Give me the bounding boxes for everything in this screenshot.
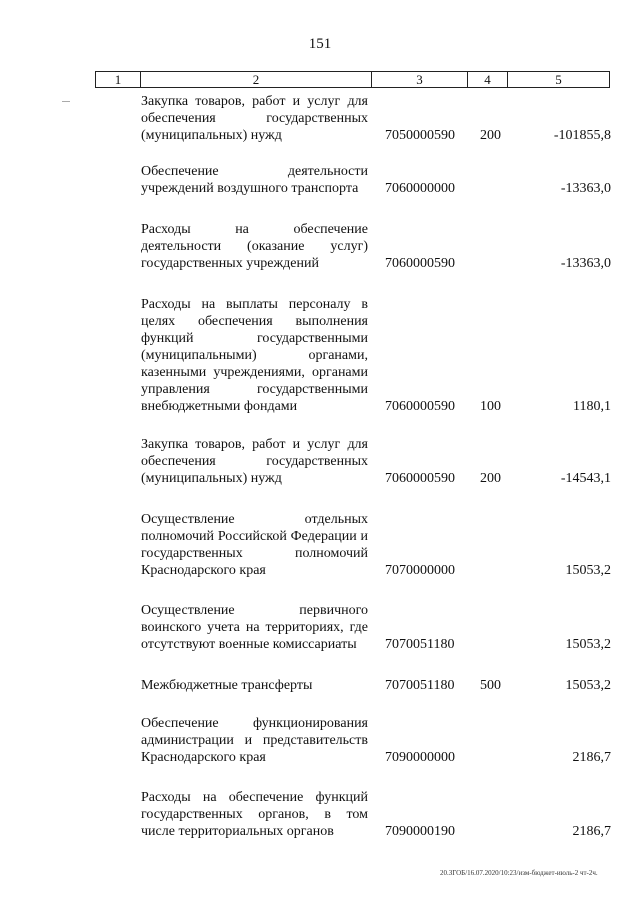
table-row [141, 296, 611, 415]
row-name: Закупка товаров, работ и услуг для обеспечения государственных (муниципальных) нужд [141, 437, 368, 486]
table-row [141, 511, 611, 579]
table-row [141, 677, 611, 694]
column-header-3: 3 [372, 72, 468, 87]
scan-mark [62, 101, 70, 102]
column-header-4: 4 [468, 72, 508, 87]
table-row [141, 93, 611, 144]
row-code: 7070000000 [385, 563, 455, 578]
table-header [95, 71, 610, 88]
row-name: Расходы на обеспечение деятельности (оказание услуг) государственных учреждений [141, 222, 368, 271]
row-code: 7070051180 [385, 637, 455, 652]
column-header-2: 2 [141, 72, 372, 87]
row-vr: 200 [480, 128, 501, 143]
table-row [141, 715, 611, 766]
row-name: Осуществление отдельных полномочий Российской Федерации и государственных полномочий Краснодарского края [141, 512, 368, 578]
row-code: 7060000000 [385, 181, 455, 196]
row-name: Закупка товаров, работ и услуг для обеспечения государственных (муниципальных) нужд [141, 94, 368, 143]
table-row [141, 221, 611, 272]
row-amount: -14543,1 [560, 471, 611, 486]
row-amount: -13363,0 [560, 256, 611, 271]
row-amount: 1180,1 [573, 399, 611, 414]
table-row [141, 602, 611, 653]
row-vr: 500 [480, 678, 501, 693]
row-name: Межбюджетные трансферты [141, 678, 313, 693]
row-code: 7050000590 [385, 128, 455, 143]
row-amount: 15053,2 [565, 563, 611, 578]
row-amount: 15053,2 [565, 637, 611, 652]
row-amount: 2186,7 [572, 824, 611, 839]
row-vr: 100 [480, 399, 501, 414]
row-name: Расходы на обеспечение функций государственных органов, в том числе территориальных органов [141, 790, 368, 839]
row-name: Обеспечение функционирования администрации и представительств Краснодарского края [141, 716, 368, 765]
row-name: Обеспечение деятельности учреждений воздушного транспорта [141, 164, 368, 196]
row-code: 7090000000 [385, 750, 455, 765]
row-amount: -101855,8 [553, 128, 611, 143]
row-amount: 15053,2 [565, 678, 611, 693]
row-name: Расходы на выплаты персоналу в целях обеспечения выполнения функций государственными (муниципальными) органами, казенными учреждениями, органами управления государственными внебюджетными фондами [141, 297, 368, 414]
column-header-1: 1 [96, 72, 141, 87]
row-code: 7060000590 [385, 399, 455, 414]
row-amount: -13363,0 [560, 181, 611, 196]
document-footer: 20.ЗГОБ/16.07.2020/10:23/изм-бюджет-июль-2 чт-2ч. [440, 869, 598, 877]
row-vr: 200 [480, 471, 501, 486]
row-name: Осуществление первичного воинского учета на территориях, где отсутствуют военные комиссариаты [141, 603, 368, 652]
column-header-5: 5 [555, 72, 562, 87]
table-row [141, 789, 611, 840]
row-code: 7060000590 [385, 256, 455, 271]
row-amount: 2186,7 [572, 750, 611, 765]
page-number: 151 [308, 36, 332, 52]
table-row [141, 163, 611, 197]
row-code: 7070051180 [385, 678, 455, 693]
table-row [141, 436, 611, 487]
row-code: 7060000590 [385, 471, 455, 486]
row-code: 7090000190 [385, 824, 455, 839]
